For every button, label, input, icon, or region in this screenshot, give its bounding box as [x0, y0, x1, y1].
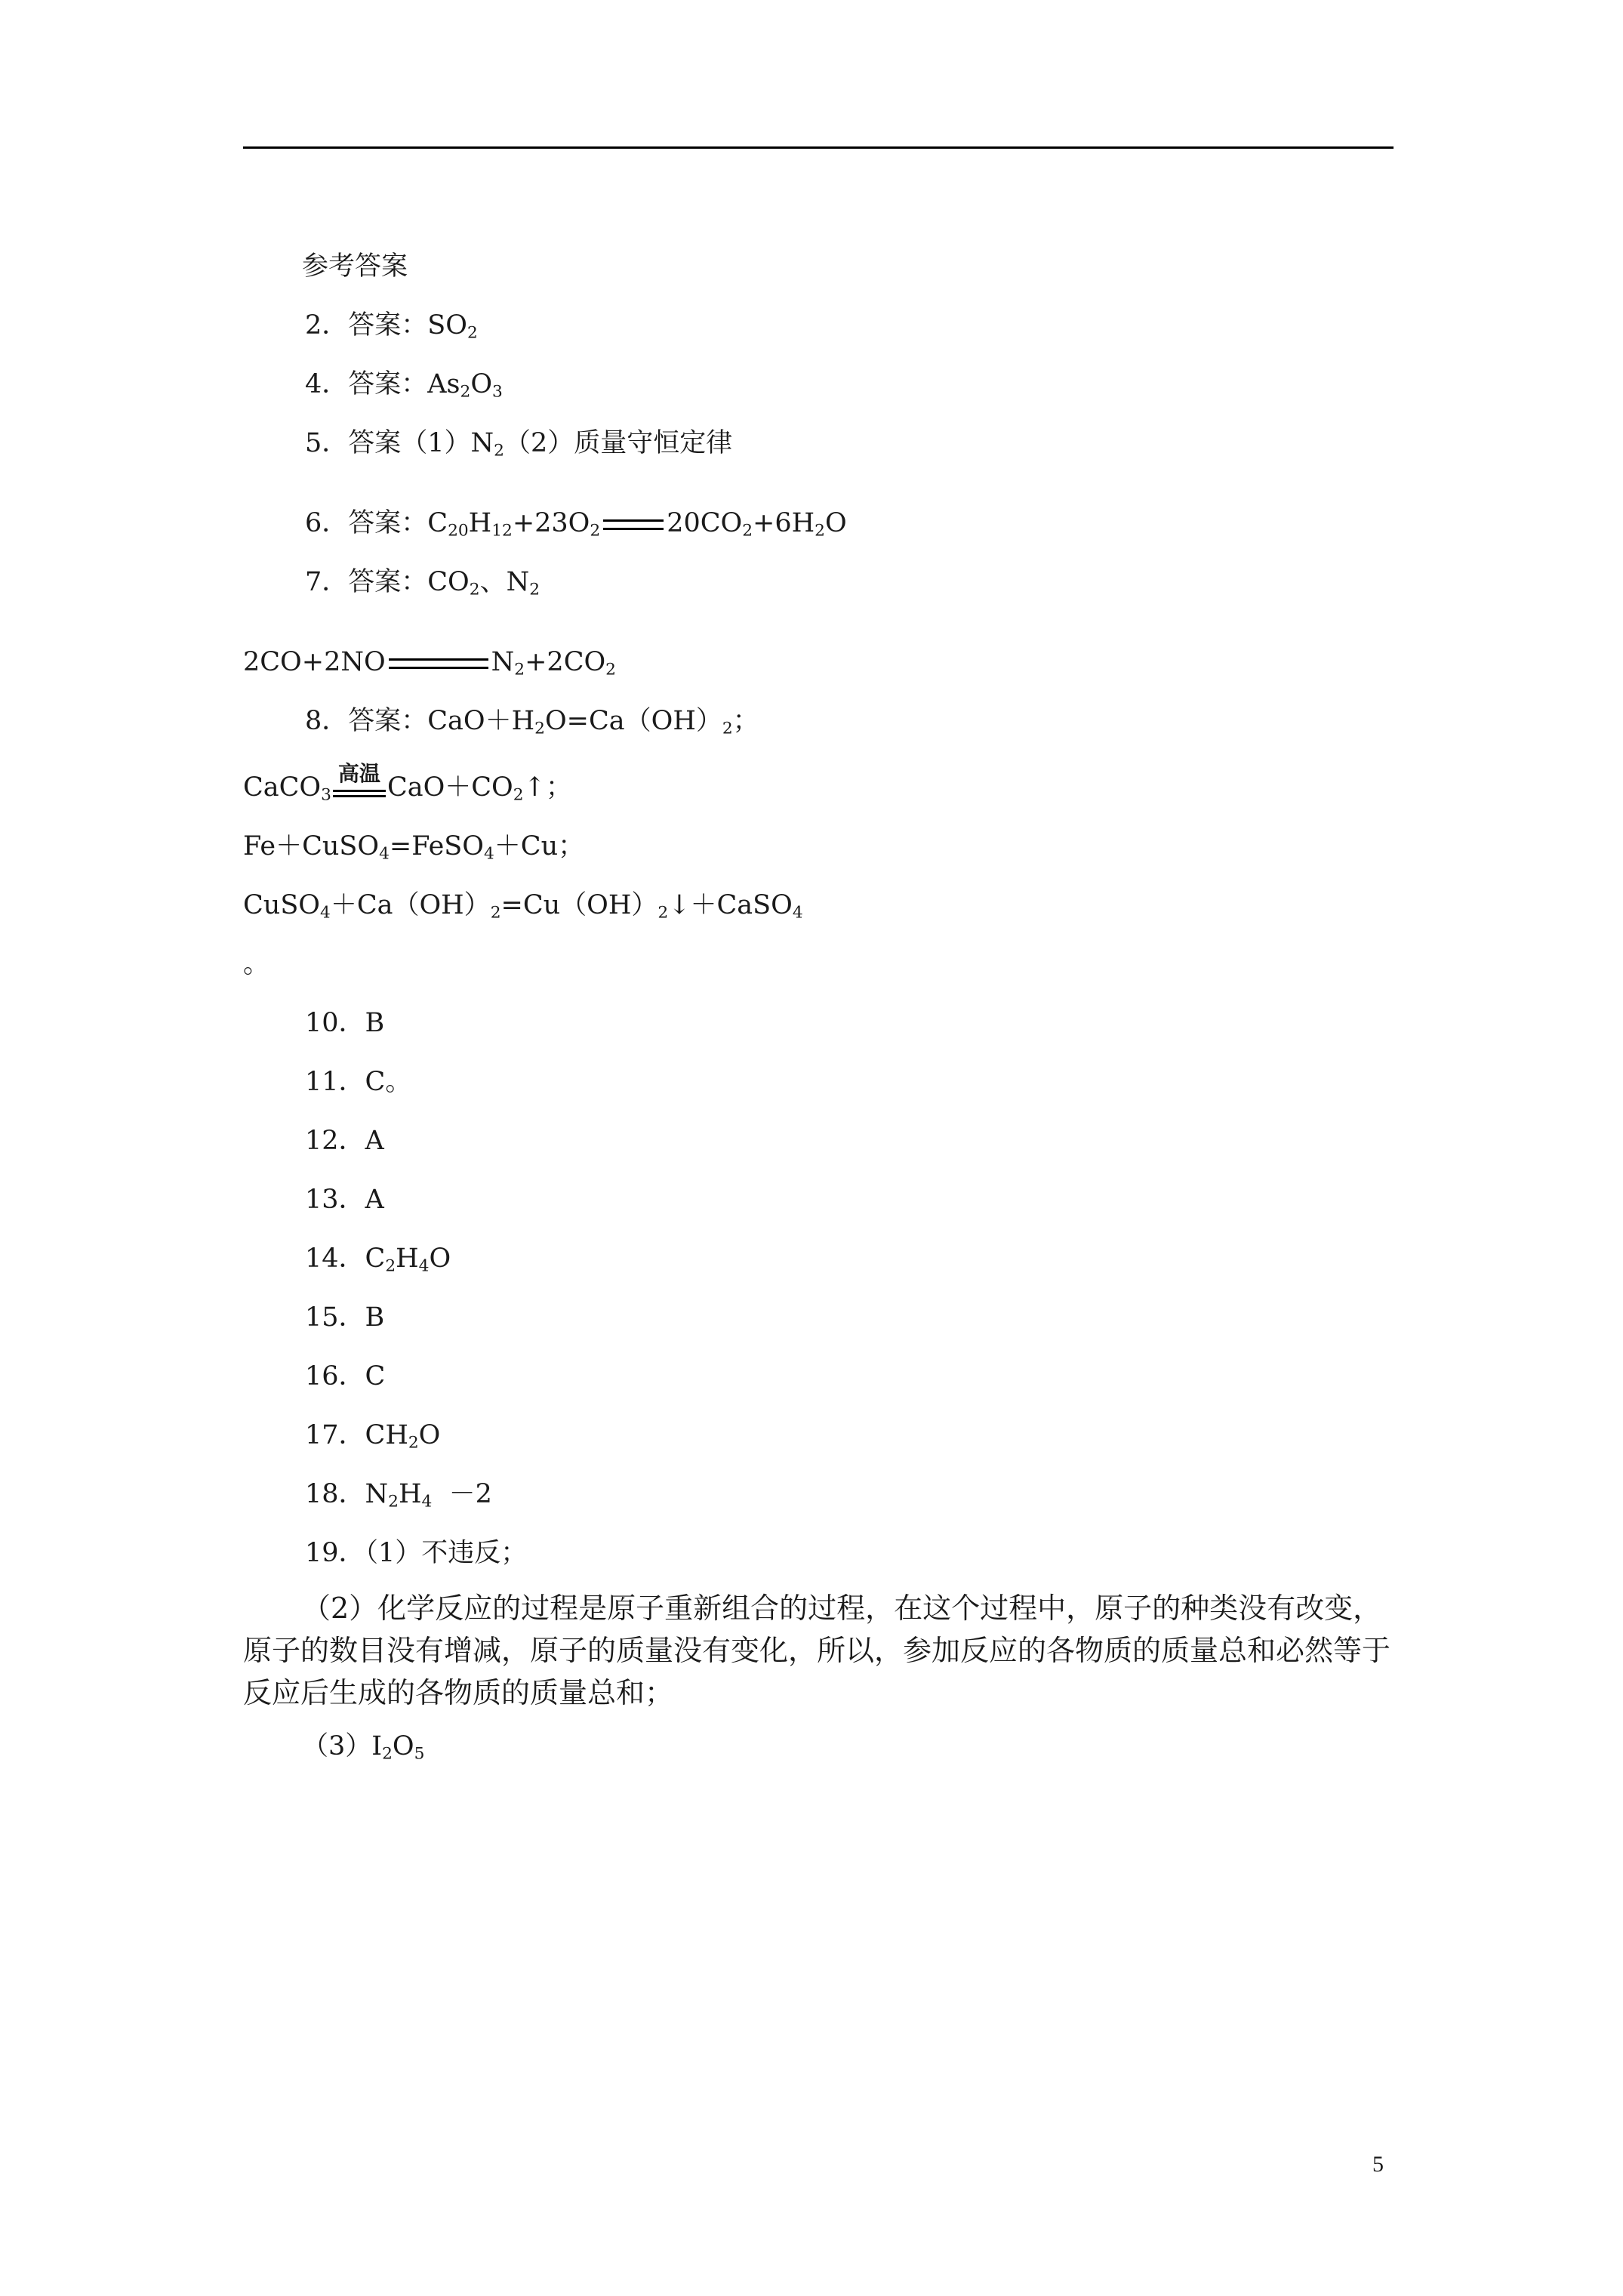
high-temperature-condition: 高温 — [333, 778, 386, 800]
answer-6: 6．答案：$C_{20}H_{12}+23O_2$ $20CO_2+6H_2O$ — [305, 508, 847, 541]
section-title: 参考答案 — [302, 251, 408, 282]
answer-19-part-2: （2）化学反应的过程是原子重新组合的过程，在这个过程中，原子的种类没有改变，原子的数目没有增减，原子的质量没有变化，所以，参加反应的各物质的质量总和必然等于反应后生成的各物质的质量总和； — [243, 1592, 1391, 1709]
answer-17: 17．$CH_2O$ — [305, 1420, 441, 1453]
answer-5: 5．答案$(1)N_2(2)$质量守恒定律 — [305, 428, 733, 461]
reaction-equals-sign — [603, 519, 664, 530]
answer-19-part-1: 19．（1）不违反； — [305, 1538, 528, 1568]
answer-8: 8．答案：$CaO+H_2O=Ca(OH)_2$； — [305, 706, 759, 738]
answer-2: 2．答案：$SO_2$ — [305, 310, 478, 343]
page-number: 5 — [1372, 2152, 1384, 2177]
answer-8-equation-2: Fe＋CuSO$_4$=FeSO$_4$＋Cu； — [243, 831, 585, 864]
answer-11: 11．C。 — [305, 1067, 412, 1097]
header-rule — [243, 146, 1394, 149]
answer-15: 15．B — [305, 1302, 385, 1333]
answer-12: 12．A — [305, 1126, 384, 1156]
answer-7-equation: 2CO+2NO $N_2+2CO_2$ — [243, 647, 616, 680]
answer-4: 4．答案：$As_2O_3$ — [305, 369, 503, 402]
answer-8-period: 。 — [243, 949, 270, 979]
answer-18: 18．$N_2H_4 -2$ — [305, 1479, 492, 1512]
answer-10: 10．B — [305, 1008, 385, 1038]
reaction-equals-sign — [389, 658, 488, 669]
answer-8-equation-3: $CuSO_4+Ca(OH)_2=Cu(OH)_2↓+CaSO_4$ — [243, 890, 803, 923]
answer-8-equation-1: CaCO$_3$ 高温 $CaO+CO_2↑$； — [243, 760, 572, 805]
answer-19-part-3: $(3)I_2O_5$ — [302, 1731, 425, 1764]
answer-16: 16．C — [305, 1361, 386, 1391]
answer-13: 13．A — [305, 1185, 384, 1215]
answer-7: 7．答案：$CO_2$、$N_2$ — [305, 567, 540, 599]
answer-14: 14．$C_2H_4O$ — [305, 1244, 451, 1276]
